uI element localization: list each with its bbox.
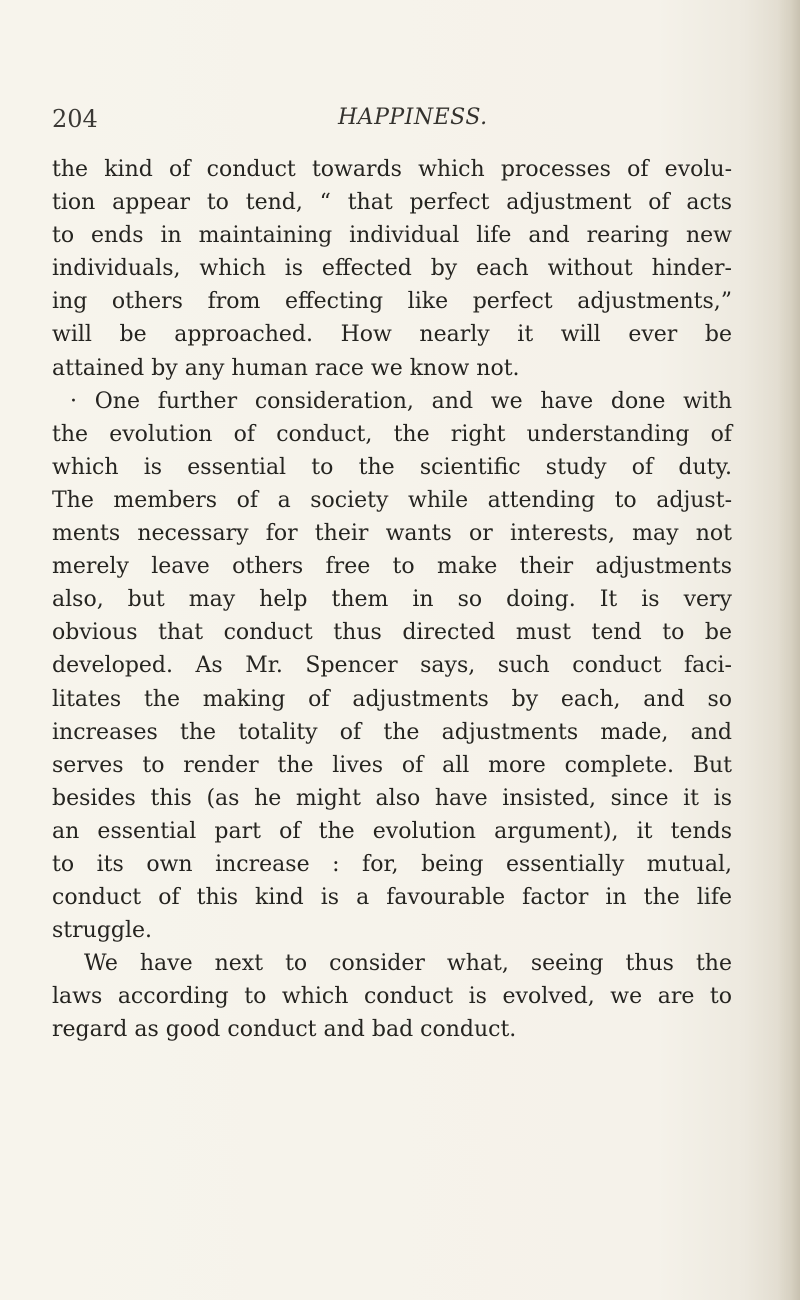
text-line: The members of a society while attending to adjust- [52,487,732,513]
text-line: besides this (as he might also have insisted, since it is [52,785,732,811]
page-edge-shadow [778,0,800,1300]
text-line: tion appear to tend, “ that perfect adjustment of acts [52,190,732,216]
text-line: which is essential to the scientific study of duty. [52,454,732,480]
page-number: 204 [52,105,98,133]
text-line: developed. As Mr. Spencer says, such conduct faci- [52,653,732,679]
text-line: also, but may help them in so doing. It is very [52,587,732,613]
body-text [52,153,732,1047]
text-line: laws according to which conduct is evolved, we are to [52,984,732,1010]
text-line: the kind of conduct towards which processes of evolu- [52,157,732,182]
text-line: increases the totality of the adjustments made, and [52,719,732,745]
text-line: obvious that conduct thus directed must tend to be [52,620,732,646]
text-line: individuals, which is effected by each without hinder- [52,256,732,282]
text-line: We have next to consider what, seeing thus the [84,951,732,977]
running-title: HAPPINESS. [338,105,488,130]
text-line: · One further consideration, and we have done with [70,388,732,414]
text-line: ments necessary for their wants or interests, may not [52,521,732,547]
running-head [52,96,752,136]
text-line: to ends in maintaining individual life and rearing new [52,223,732,249]
text-line: merely leave others free to make their adjustments [52,554,732,580]
text-line: serves to render the lives of all more complete. But [52,752,732,778]
text-line: struggle. [52,918,153,944]
text-line: regard as good conduct and bad conduct. [52,1017,517,1043]
text-line: an essential part of the evolution argument), it tends [52,818,732,844]
text-line: attained by any human race we know not. [52,355,520,381]
text-line: ing others from effecting like perfect adjustments,” [52,289,732,315]
text-line: litates the making of adjustments by each, and so [52,686,732,712]
text-line: will be approached. How nearly it will ever be [52,322,732,348]
text-line: conduct of this kind is a favourable factor in the life [52,885,732,911]
text-line: to its own increase : for, being essentially mutual, [52,851,732,877]
text-line: the evolution of conduct, the right understanding of [52,421,732,447]
